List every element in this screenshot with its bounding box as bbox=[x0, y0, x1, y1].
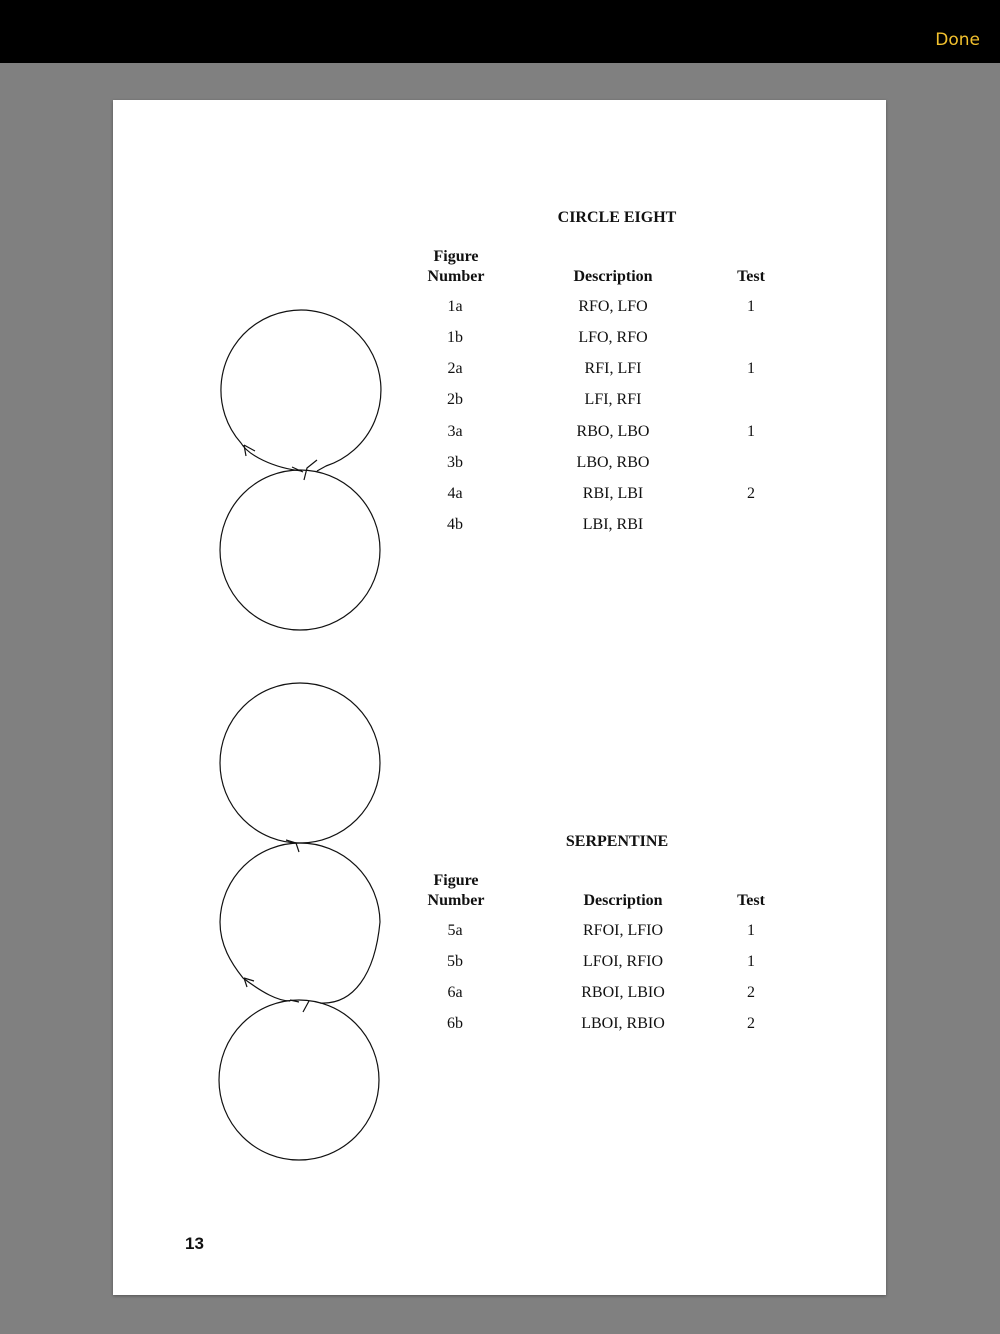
document-page bbox=[113, 100, 886, 1295]
figure-cell: 6a bbox=[447, 984, 463, 1001]
figure-cell: 2b bbox=[447, 391, 463, 408]
lower-circle bbox=[220, 470, 380, 630]
top-circle bbox=[220, 683, 380, 843]
description-cell: LFO, RFO bbox=[578, 329, 648, 346]
circle-eight-header-description: Description bbox=[573, 268, 653, 285]
serpentine-title: SERPENTINE bbox=[565, 833, 669, 850]
description-cell: RFI, LFI bbox=[584, 360, 642, 377]
header-figure-line2: Number bbox=[427, 892, 485, 909]
test-cell: 2 bbox=[747, 1015, 755, 1032]
description-cell: LFI, RFI bbox=[584, 391, 642, 408]
description-cell: RFO, LFO bbox=[578, 298, 648, 315]
description-cell: LBI, RBI bbox=[582, 516, 644, 533]
description-cell: LBOI, RBIO bbox=[581, 1015, 665, 1032]
test-cell: 1 bbox=[747, 360, 755, 377]
description-cell: LFOI, RFIO bbox=[582, 953, 664, 970]
serpentine-diagram bbox=[213, 675, 393, 1175]
figure-cell: 5a bbox=[447, 922, 463, 939]
header-figure-line1: Figure bbox=[433, 872, 479, 889]
header-figure-line2: Number bbox=[427, 268, 485, 285]
description-cell: RBOI, LBIO bbox=[581, 984, 665, 1001]
junction-mark-lower bbox=[290, 1000, 309, 1012]
bottom-circle bbox=[219, 1000, 379, 1160]
description-cell: RBO, LBO bbox=[576, 423, 650, 440]
description-cell: RFOI, LFIO bbox=[582, 922, 664, 939]
top-toolbar bbox=[0, 0, 1000, 63]
circle-eight-header-figure bbox=[428, 247, 485, 287]
serpentine-header-test: Test bbox=[737, 892, 765, 909]
figure-cell: 1b bbox=[447, 329, 463, 346]
description-cell: RBI, LBI bbox=[582, 485, 644, 502]
header-figure-line1: Figure bbox=[433, 248, 479, 265]
description-cell: LBO, RBO bbox=[576, 454, 650, 471]
circle-eight-title: CIRCLE EIGHT bbox=[557, 209, 677, 226]
figure-cell: 1a bbox=[447, 298, 463, 315]
figure-cell: 5b bbox=[447, 953, 463, 970]
test-cell: 2 bbox=[747, 984, 755, 1001]
figure-cell: 2a bbox=[447, 360, 463, 377]
figure-cell: 4b bbox=[447, 516, 463, 533]
figure-cell: 4a bbox=[447, 485, 463, 502]
page-number: 13 bbox=[185, 1234, 204, 1253]
figure-cell: 6b bbox=[447, 1015, 463, 1032]
test-cell: 1 bbox=[747, 922, 755, 939]
test-cell: 1 bbox=[747, 298, 755, 315]
test-cell: 1 bbox=[747, 423, 755, 440]
figure-cell: 3a bbox=[447, 423, 463, 440]
serpentine-header-figure bbox=[428, 871, 485, 911]
circle-eight-header-test: Test bbox=[737, 268, 765, 285]
serpentine-header-description: Description bbox=[583, 892, 663, 909]
junction-mark-right bbox=[304, 460, 317, 480]
done-button[interactable]: Done bbox=[935, 30, 980, 50]
circle-eight-diagram bbox=[213, 200, 393, 640]
test-cell: 2 bbox=[747, 485, 755, 502]
figure-cell: 3b bbox=[447, 454, 463, 471]
test-cell: 1 bbox=[747, 953, 755, 970]
